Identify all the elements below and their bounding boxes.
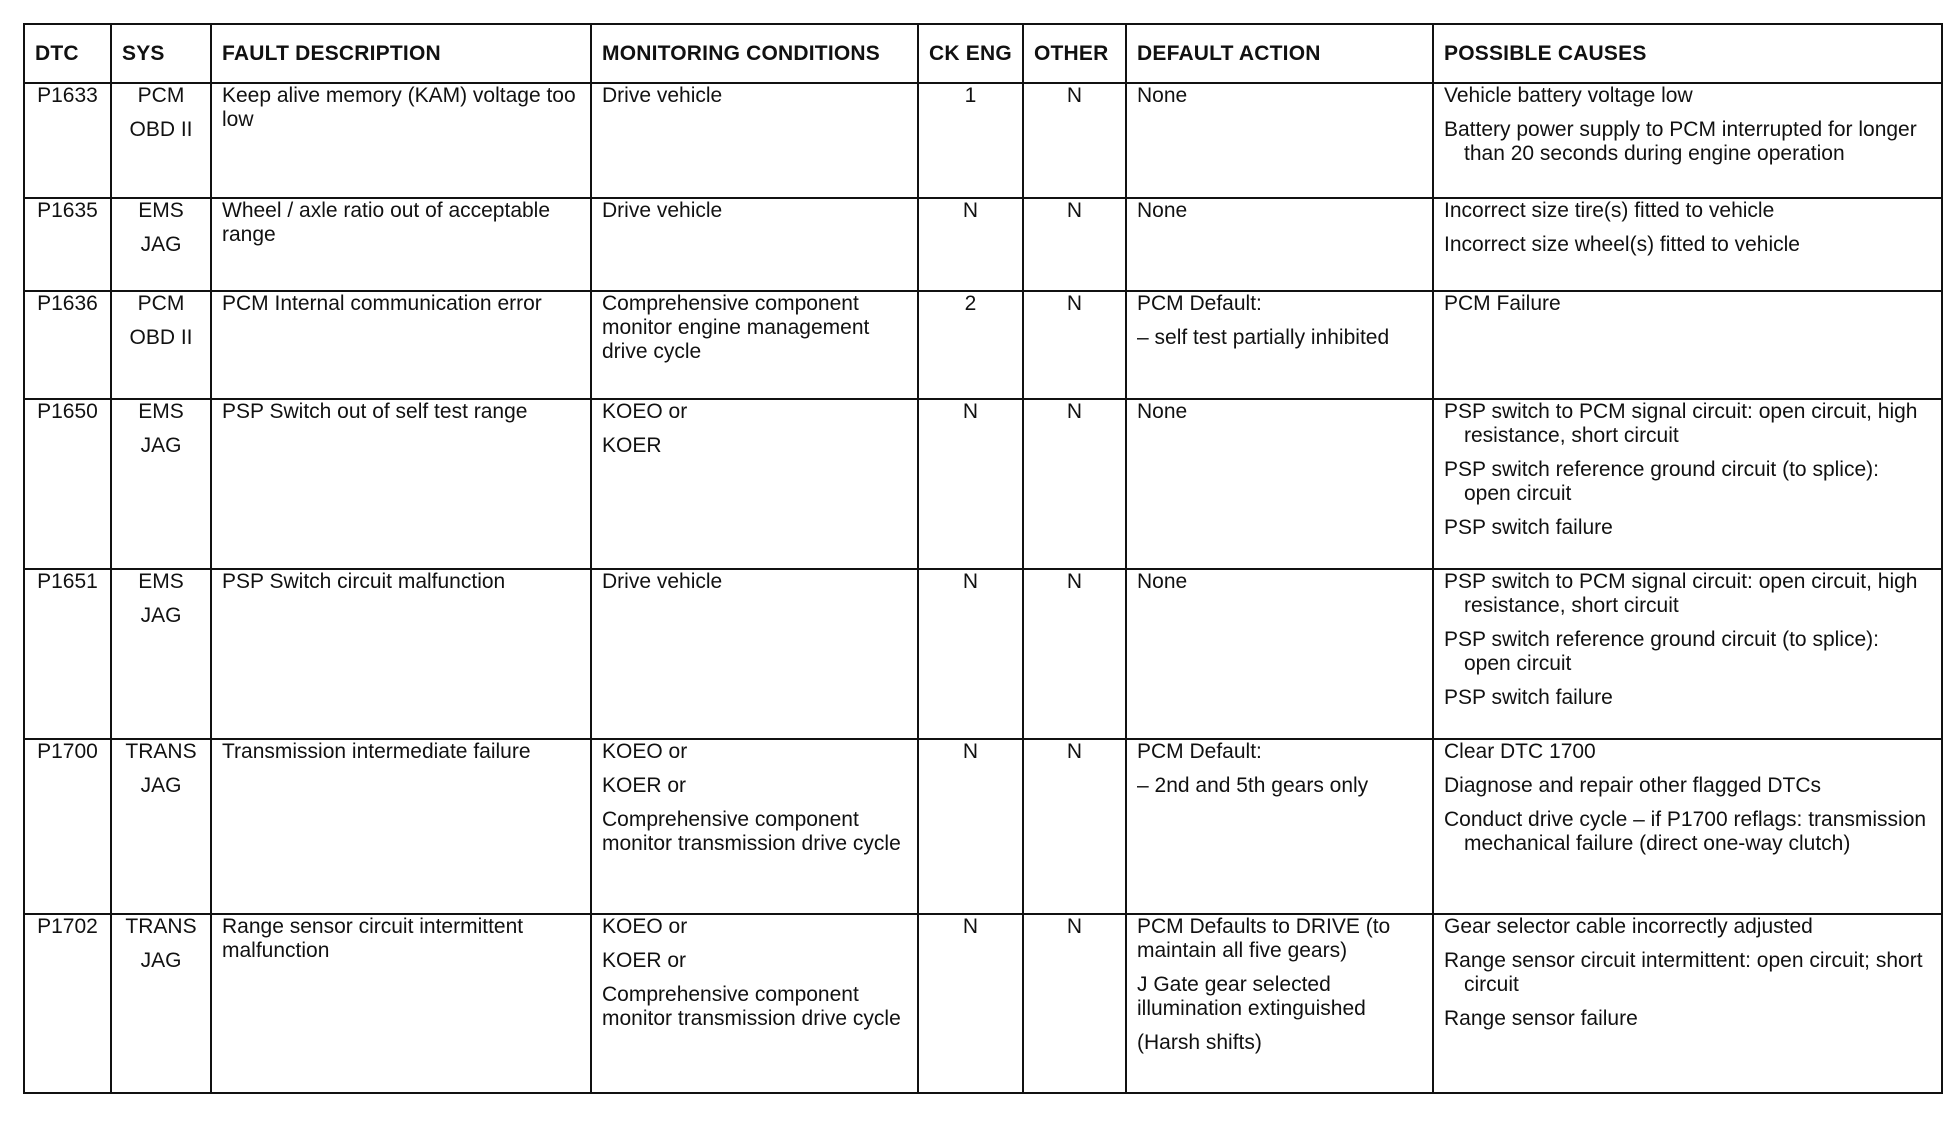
default-action-line: – self test partially inhibited	[1137, 326, 1390, 349]
possible-causes-cell	[1433, 291, 1942, 399]
sys-line: EMS	[138, 570, 184, 593]
monitoring-condition: KOEO or	[602, 400, 688, 423]
other-value: N	[1066, 570, 1083, 593]
sys-line: JAG	[140, 949, 182, 972]
header-monitoring-conditions: MONITORING CONDITIONS	[591, 24, 918, 83]
other-cell	[1023, 739, 1126, 914]
possible-cause: PSP switch reference ground circuit (to splice): open circuit	[1444, 628, 1879, 675]
fault-description-text: Wheel / axle ratio out of acceptable range	[222, 199, 551, 246]
possible-causes-cell	[1433, 569, 1942, 739]
ck-eng-cell	[918, 739, 1023, 914]
dtc-cell	[24, 739, 111, 914]
default-action-cell	[1126, 198, 1433, 291]
monitoring-condition: KOER or	[602, 774, 687, 797]
ck-eng-value: N	[962, 740, 979, 763]
table-header-row	[24, 24, 1942, 83]
possible-cause: Battery power supply to PCM interrupted for longer than 20 seconds during engine operation	[1444, 118, 1917, 165]
dtc-code: P1633	[37, 84, 98, 107]
header-default-action: DEFAULT ACTION	[1126, 24, 1433, 83]
ck-eng-cell	[918, 83, 1023, 198]
possible-cause: Clear DTC 1700	[1444, 740, 1596, 763]
possible-cause: PSP switch to PCM signal circuit: open circuit, high resistance, short circuit	[1444, 570, 1918, 617]
table-row	[24, 739, 1942, 914]
sys-line: JAG	[140, 233, 182, 256]
fault-description-text: PCM Internal communication error	[222, 292, 542, 315]
possible-cause: PSP switch reference ground circuit (to splice): open circuit	[1444, 458, 1879, 505]
monitoring-conditions-cell	[591, 198, 918, 291]
default-action-line: None	[1137, 84, 1188, 107]
dtc-cell	[24, 198, 111, 291]
possible-cause: Gear selector cable incorrectly adjusted	[1444, 915, 1813, 938]
other-cell	[1023, 569, 1126, 739]
header-ck-eng: CK ENG	[918, 24, 1023, 83]
other-cell	[1023, 399, 1126, 569]
fault-description-text: Range sensor circuit intermittent malfunction	[222, 915, 524, 962]
sys-line: PCM	[137, 292, 185, 315]
dtc-cell	[24, 569, 111, 739]
dtc-cell	[24, 399, 111, 569]
sys-cell	[111, 739, 211, 914]
default-action-cell	[1126, 83, 1433, 198]
other-value: N	[1066, 740, 1083, 763]
monitoring-condition: Comprehensive component monitor engine management drive cycle	[602, 292, 870, 363]
ck-eng-cell	[918, 569, 1023, 739]
possible-cause: PCM Failure	[1444, 292, 1561, 315]
other-cell	[1023, 291, 1126, 399]
dtc-cell	[24, 291, 111, 399]
possible-cause: Vehicle battery voltage low	[1444, 84, 1693, 107]
fault-description-cell	[211, 569, 591, 739]
monitoring-condition: Drive vehicle	[602, 570, 723, 593]
possible-cause: Diagnose and repair other flagged DTCs	[1444, 774, 1822, 797]
sys-cell	[111, 914, 211, 1093]
ck-eng-cell	[918, 914, 1023, 1093]
other-value: N	[1066, 915, 1083, 938]
sys-cell	[111, 399, 211, 569]
monitoring-conditions-cell	[591, 914, 918, 1093]
monitoring-condition: Comprehensive component monitor transmission drive cycle	[602, 983, 901, 1030]
sys-line: OBD II	[129, 326, 193, 349]
sys-cell	[111, 569, 211, 739]
ck-eng-value: N	[962, 400, 979, 423]
monitoring-conditions-cell	[591, 83, 918, 198]
monitoring-condition: Drive vehicle	[602, 199, 723, 222]
header-fault-description: FAULT DESCRIPTION	[211, 24, 591, 83]
ck-eng-value: 2	[964, 292, 977, 315]
possible-cause: Range sensor circuit intermittent: open circuit; short circuit	[1444, 949, 1923, 996]
monitoring-condition: KOEO or	[602, 915, 688, 938]
default-action-cell	[1126, 739, 1433, 914]
dtc-code: P1650	[37, 400, 98, 423]
header-other: OTHER	[1023, 24, 1126, 83]
table-row	[24, 198, 1942, 291]
other-value: N	[1066, 199, 1083, 222]
sys-line: EMS	[138, 400, 184, 423]
sys-line: TRANS	[125, 740, 197, 763]
possible-causes-cell	[1433, 198, 1942, 291]
dtc-table	[23, 23, 1943, 1094]
default-action-line: (Harsh shifts)	[1137, 1031, 1262, 1054]
fault-description-cell	[211, 83, 591, 198]
possible-cause: Incorrect size wheel(s) fitted to vehicle	[1444, 233, 1800, 256]
fault-description-cell	[211, 198, 591, 291]
table-body	[24, 83, 1942, 1093]
fault-description-cell	[211, 399, 591, 569]
sys-line: JAG	[140, 604, 182, 627]
monitoring-condition: KOER	[602, 434, 662, 457]
possible-cause: Range sensor failure	[1444, 1007, 1638, 1030]
monitoring-conditions-cell	[591, 291, 918, 399]
default-action-line: PCM Defaults to DRIVE (to maintain all five gears)	[1137, 915, 1391, 962]
possible-cause: Conduct drive cycle – if P1700 reflags: transmission mechanical failure (direct one-way clutch)	[1444, 808, 1927, 855]
sys-line: TRANS	[125, 915, 197, 938]
default-action-cell	[1126, 399, 1433, 569]
monitoring-condition: KOEO or	[602, 740, 688, 763]
default-action-cell	[1126, 291, 1433, 399]
dtc-code: P1635	[37, 199, 98, 222]
dtc-code: P1651	[37, 570, 98, 593]
ck-eng-value: N	[962, 915, 979, 938]
ck-eng-cell	[918, 291, 1023, 399]
default-action-line: PCM Default:	[1137, 292, 1262, 315]
sys-line: PCM	[137, 84, 185, 107]
fault-description-cell	[211, 291, 591, 399]
table-row	[24, 291, 1942, 399]
ck-eng-value: N	[962, 570, 979, 593]
fault-description-cell	[211, 914, 591, 1093]
header-sys: SYS	[111, 24, 211, 83]
fault-description-text: PSP Switch circuit malfunction	[222, 570, 506, 593]
sys-line: JAG	[140, 774, 182, 797]
dtc-cell	[24, 83, 111, 198]
default-action-line: None	[1137, 570, 1188, 593]
table-row	[24, 83, 1942, 198]
table-row	[24, 399, 1942, 569]
other-cell	[1023, 198, 1126, 291]
sys-line: JAG	[140, 434, 182, 457]
dtc-code: P1700	[37, 740, 98, 763]
other-cell	[1023, 914, 1126, 1093]
possible-cause: PSP switch to PCM signal circuit: open circuit, high resistance, short circuit	[1444, 400, 1918, 447]
default-action-line: J Gate gear selected illumination extinguished	[1137, 973, 1366, 1020]
dtc-code: P1702	[37, 915, 98, 938]
possible-causes-cell	[1433, 739, 1942, 914]
possible-cause: PSP switch failure	[1444, 516, 1613, 539]
default-action-line: – 2nd and 5th gears only	[1137, 774, 1369, 797]
ck-eng-value: N	[962, 199, 979, 222]
fault-description-text: Keep alive memory (KAM) voltage too low	[222, 84, 576, 131]
other-value: N	[1066, 84, 1083, 107]
header-dtc: DTC	[24, 24, 111, 83]
other-value: N	[1066, 400, 1083, 423]
sys-cell	[111, 83, 211, 198]
possible-causes-cell	[1433, 914, 1942, 1093]
sys-line: OBD II	[129, 118, 193, 141]
dtc-code: P1636	[37, 292, 98, 315]
monitoring-condition: Drive vehicle	[602, 84, 723, 107]
fault-description-cell	[211, 739, 591, 914]
table-row	[24, 914, 1942, 1093]
monitoring-conditions-cell	[591, 399, 918, 569]
possible-causes-cell	[1433, 399, 1942, 569]
default-action-line: PCM Default:	[1137, 740, 1262, 763]
possible-causes-cell	[1433, 83, 1942, 198]
table-row	[24, 569, 1942, 739]
header-possible-causes: POSSIBLE CAUSES	[1433, 24, 1942, 83]
default-action-cell	[1126, 569, 1433, 739]
default-action-line: None	[1137, 199, 1188, 222]
monitoring-condition: KOER or	[602, 949, 687, 972]
monitoring-condition: Comprehensive component monitor transmission drive cycle	[602, 808, 901, 855]
possible-cause: Incorrect size tire(s) fitted to vehicle	[1444, 199, 1775, 222]
sys-cell	[111, 198, 211, 291]
monitoring-conditions-cell	[591, 569, 918, 739]
fault-description-text: Transmission intermediate failure	[222, 740, 531, 763]
ck-eng-cell	[918, 198, 1023, 291]
ck-eng-cell	[918, 399, 1023, 569]
fault-description-text: PSP Switch out of self test range	[222, 400, 528, 423]
possible-cause: PSP switch failure	[1444, 686, 1613, 709]
dtc-cell	[24, 914, 111, 1093]
ck-eng-value: 1	[964, 84, 977, 107]
other-cell	[1023, 83, 1126, 198]
sys-cell	[111, 291, 211, 399]
default-action-cell	[1126, 914, 1433, 1093]
monitoring-conditions-cell	[591, 739, 918, 914]
other-value: N	[1066, 292, 1083, 315]
sys-line: EMS	[138, 199, 184, 222]
default-action-line: None	[1137, 400, 1188, 423]
